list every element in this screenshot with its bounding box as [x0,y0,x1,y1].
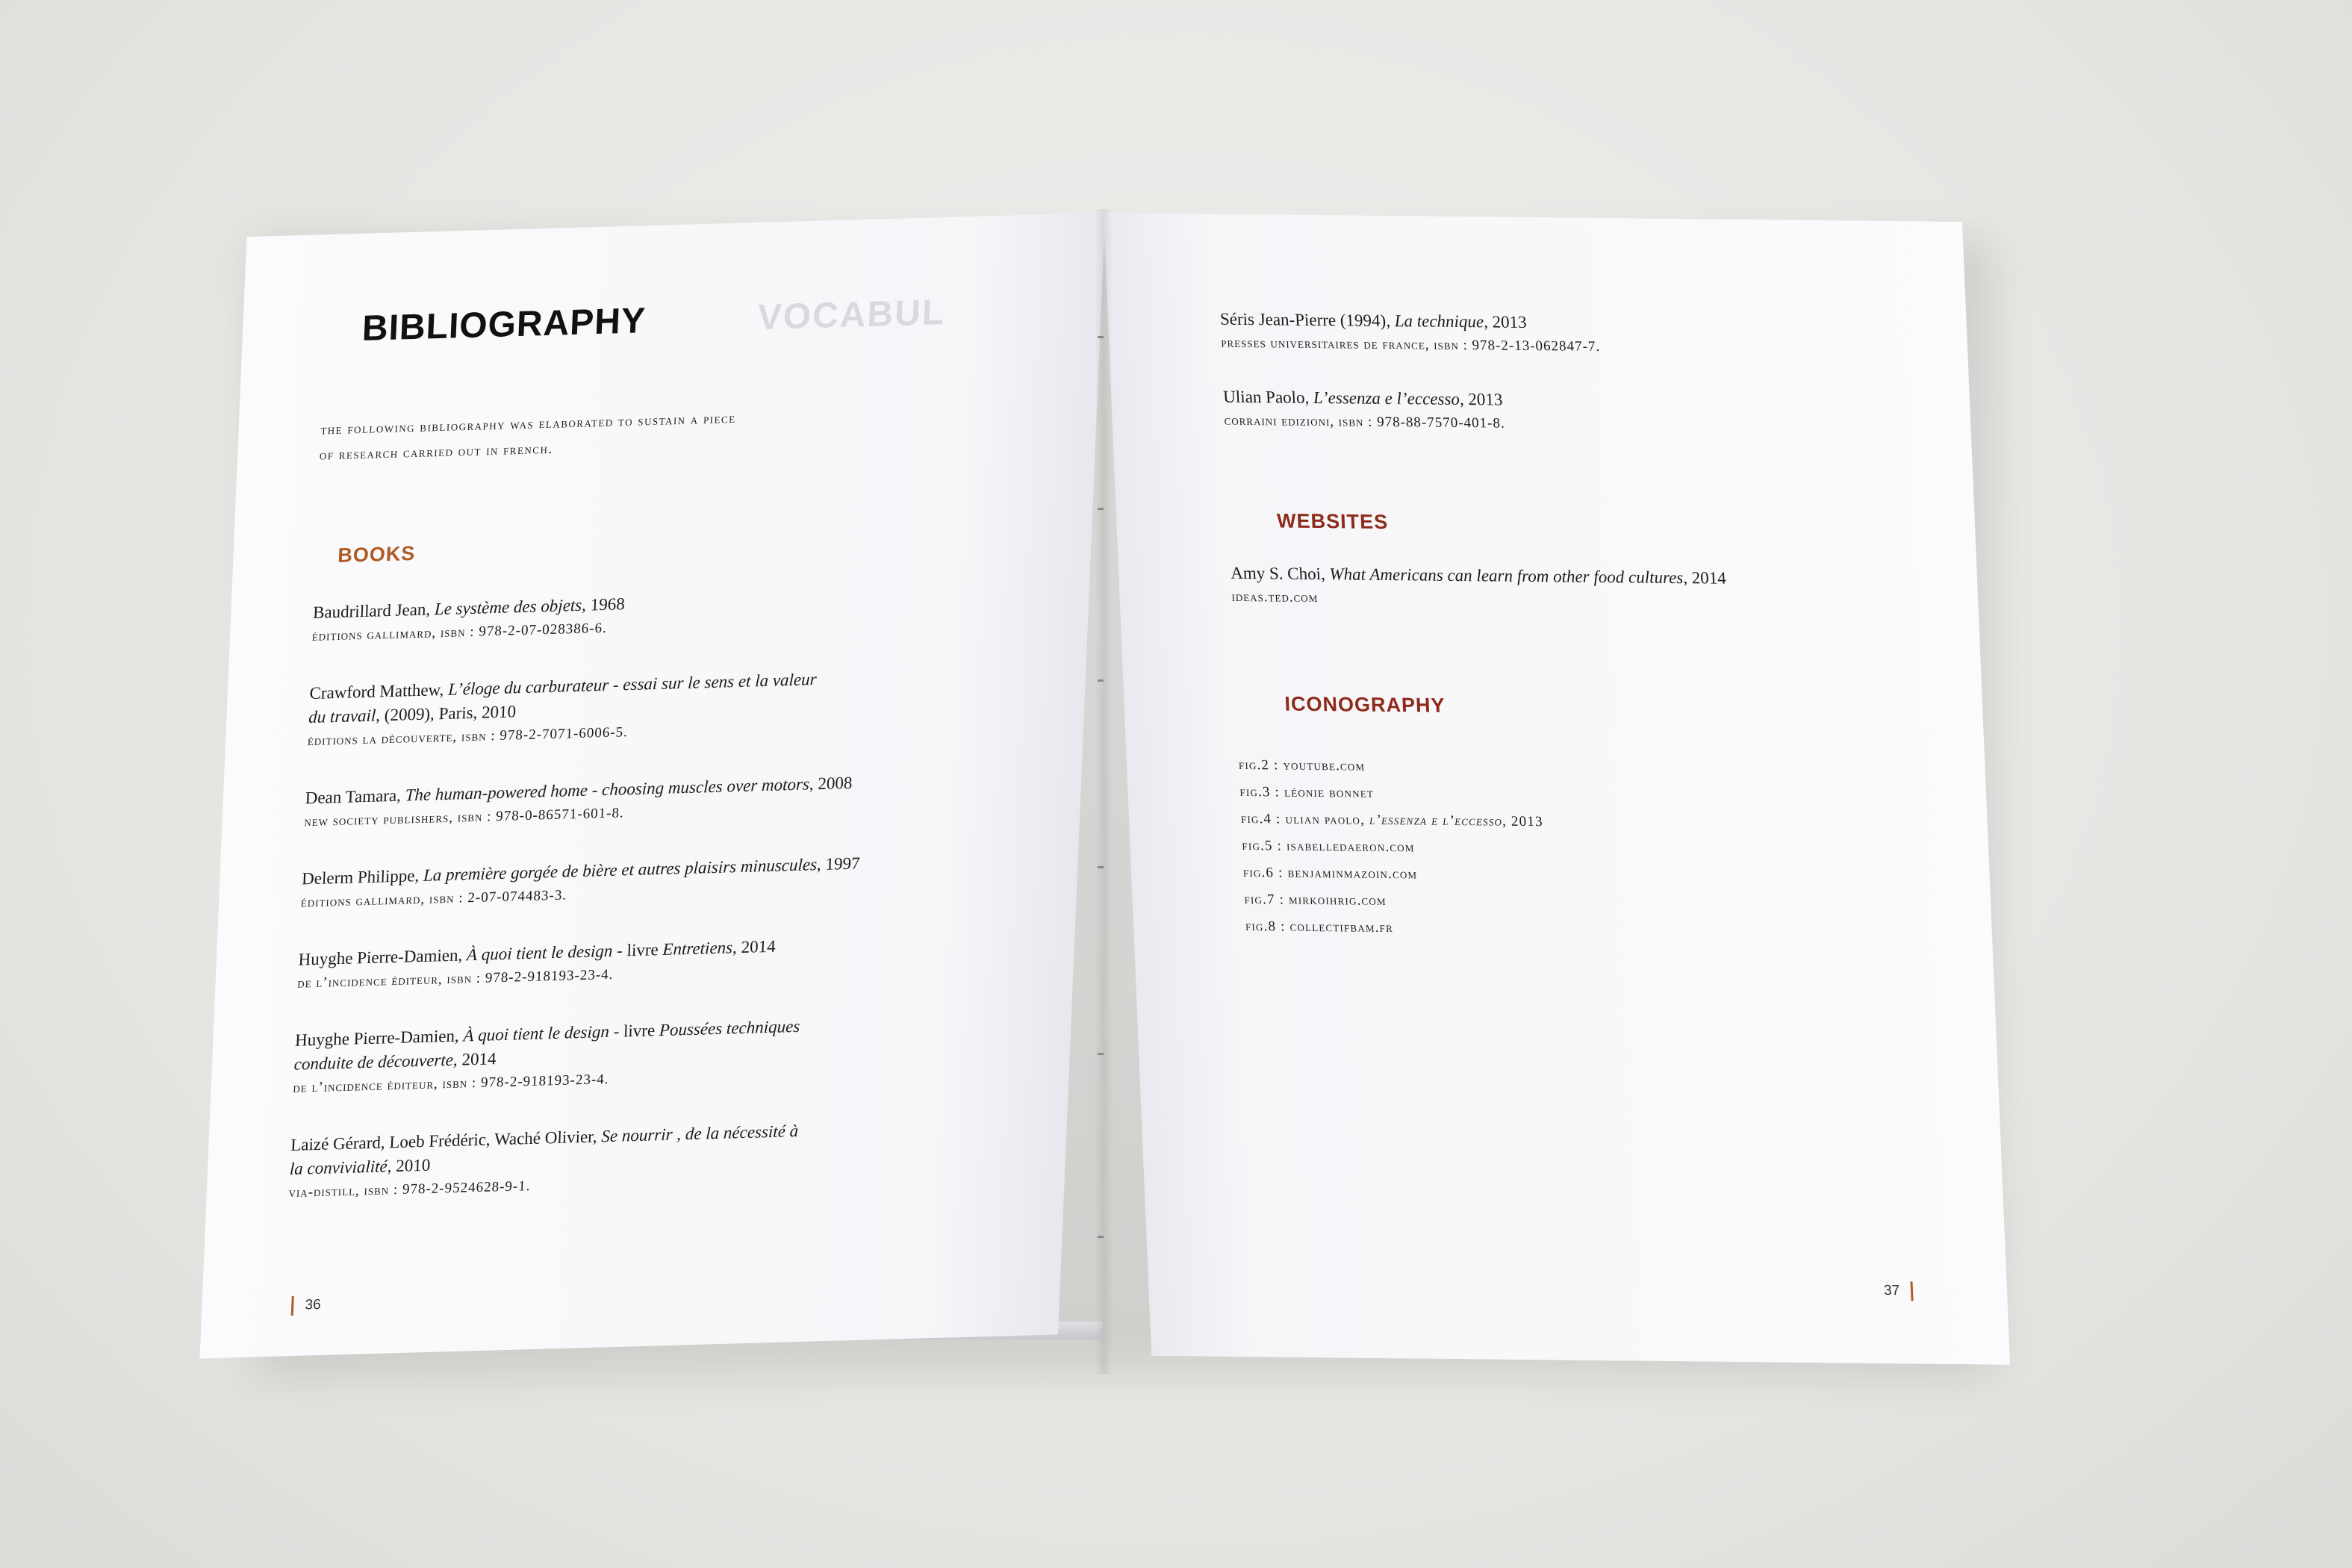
bibliography-entry [300,846,1048,915]
entry-citation: Laizé Gérard, Loeb Frédéric, Waché Olivier, Se nourrir , de la nécessité à [290,1121,799,1154]
books-heading: BOOKS [337,541,416,567]
bibliography-entry [311,580,1060,649]
entry-citation: Dean Tamara, The human-powered home - choosing muscles over motors, 2008 [305,773,853,808]
entry-publisher: presses universitaires de france, isbn : 978-2-13-062847-7. [1220,335,1601,355]
page-title: BIBLIOGRAPHY [361,301,647,349]
entry-publisher: de l’incidence éditeur, isbn : 978-2-918193-23-4. [296,966,614,992]
bibliography-entry [288,1113,1038,1205]
bibliography-entry [293,1008,1042,1101]
bibliography-entry [1219,308,1931,363]
page-number-bar [1911,1281,1914,1301]
intro-line: the following bibliography was elaborated to sustain a piece [320,410,737,438]
staple-stitch [1098,866,1104,868]
iconography-heading: ICONOGRAPHY [1284,692,1446,717]
intro-line: of research carried out in french. [319,441,554,464]
entry-publisher: éditions gallimard, isbn : 2-07-074483-3. [300,887,567,911]
page-number-bar [291,1296,294,1316]
intro-paragraph [319,399,993,468]
page-number-left [291,1295,321,1316]
websites-heading: WEBSITES [1276,509,1389,534]
figure-credit: fig.2 : youtube.com [1238,756,1366,774]
bibliography-entry [297,927,1045,996]
entry-publisher: new society publishers, isbn : 978-0-86571-601-8. [303,805,625,830]
entry-publisher: via-distill, isbn : 978-2-9524628-9-1. [288,1177,531,1201]
entry-citation: Ulian Paolo, L’essenza e l’eccesso, 2013 [1222,387,1503,409]
figure-credit: fig.8 : collectifbam.fr [1245,918,1394,936]
entry-publisher: de l’incidence éditeur, isbn : 978-2-918193-23-4. [293,1071,609,1096]
bibliography-entry [304,765,1052,834]
entry-citation: du travail, (2009), Paris, 2010 [308,702,517,727]
books-list [287,580,1060,1238]
page-number-text: 37 [1883,1283,1900,1299]
staple-stitch [1098,1053,1104,1055]
entry-citation: Delerm Philippe, La première gorgée de bière et autres plaisirs minuscules, 1997 [301,853,861,889]
entry-citation: la convivialité, 2010 [289,1155,431,1179]
entry-citation: Huyghe Pierre-Damien, À quoi tient le design - livre Entretiens, 2014 [298,936,777,969]
entry-publisher: éditions gallimard, isbn : 978-2-07-028386-6. [311,620,608,644]
figure-credit: fig.5 : isabelledaeron.com [1242,837,1415,856]
entry-publisher: éditions la découverte, isbn : 978-2-7071-6006-5. [307,724,629,750]
booklet-spine [1095,209,1113,1374]
entry-publisher: ideas.ted.com [1231,588,1319,606]
staple-stitch [1098,508,1104,510]
left-page [199,213,1105,1358]
page-number-right [1883,1281,1914,1301]
figure-credit: fig.4 : ulian paolo, l’essenza e l’eccesso, 2013 [1240,810,1544,830]
entry-citation: conduite de découverte, 2014 [293,1049,497,1074]
staple-stitch [1098,1236,1104,1238]
iconography-list [1238,752,1956,948]
staple-stitch [1098,679,1104,682]
entry-publisher: corraini edizioni, isbn : 978-88-7570-401-8. [1224,412,1506,432]
entry-citation: Amy S. Choi, What Americans can learn from other food cultures, 2014 [1230,563,1727,588]
entry-citation: Huyghe Pierre-Damien, À quoi tient le design - livre Poussées techniques [294,1016,800,1050]
figure-credit: fig.3 : léonie bonnet [1239,783,1375,801]
bibliography-entry [1230,561,1941,617]
entry-citation: Séris Jean-Pierre (1994), La technique, 2013 [1219,309,1528,332]
staple-stitch [1098,336,1104,338]
right-page [1104,213,2010,1365]
websites-list [1230,561,1942,647]
figure-credit: fig.6 : benjaminmazoin.com [1242,865,1418,883]
entry-citation: Crawford Matthew, L’éloge du carburateur - essai sur le sens et la valeur [309,670,818,703]
bibliography-entry [1223,385,1935,441]
page-number-text: 36 [305,1296,322,1313]
figure-credit: fig.7 : mirkoihrig.com [1244,892,1387,909]
bibliography-entry [307,661,1057,753]
ghost-through-text: VOCABUL [756,292,947,338]
entry-citation: Baudrillard Jean, Le système des objets, 1968 [312,594,626,622]
books-continued-list [1219,308,1935,470]
